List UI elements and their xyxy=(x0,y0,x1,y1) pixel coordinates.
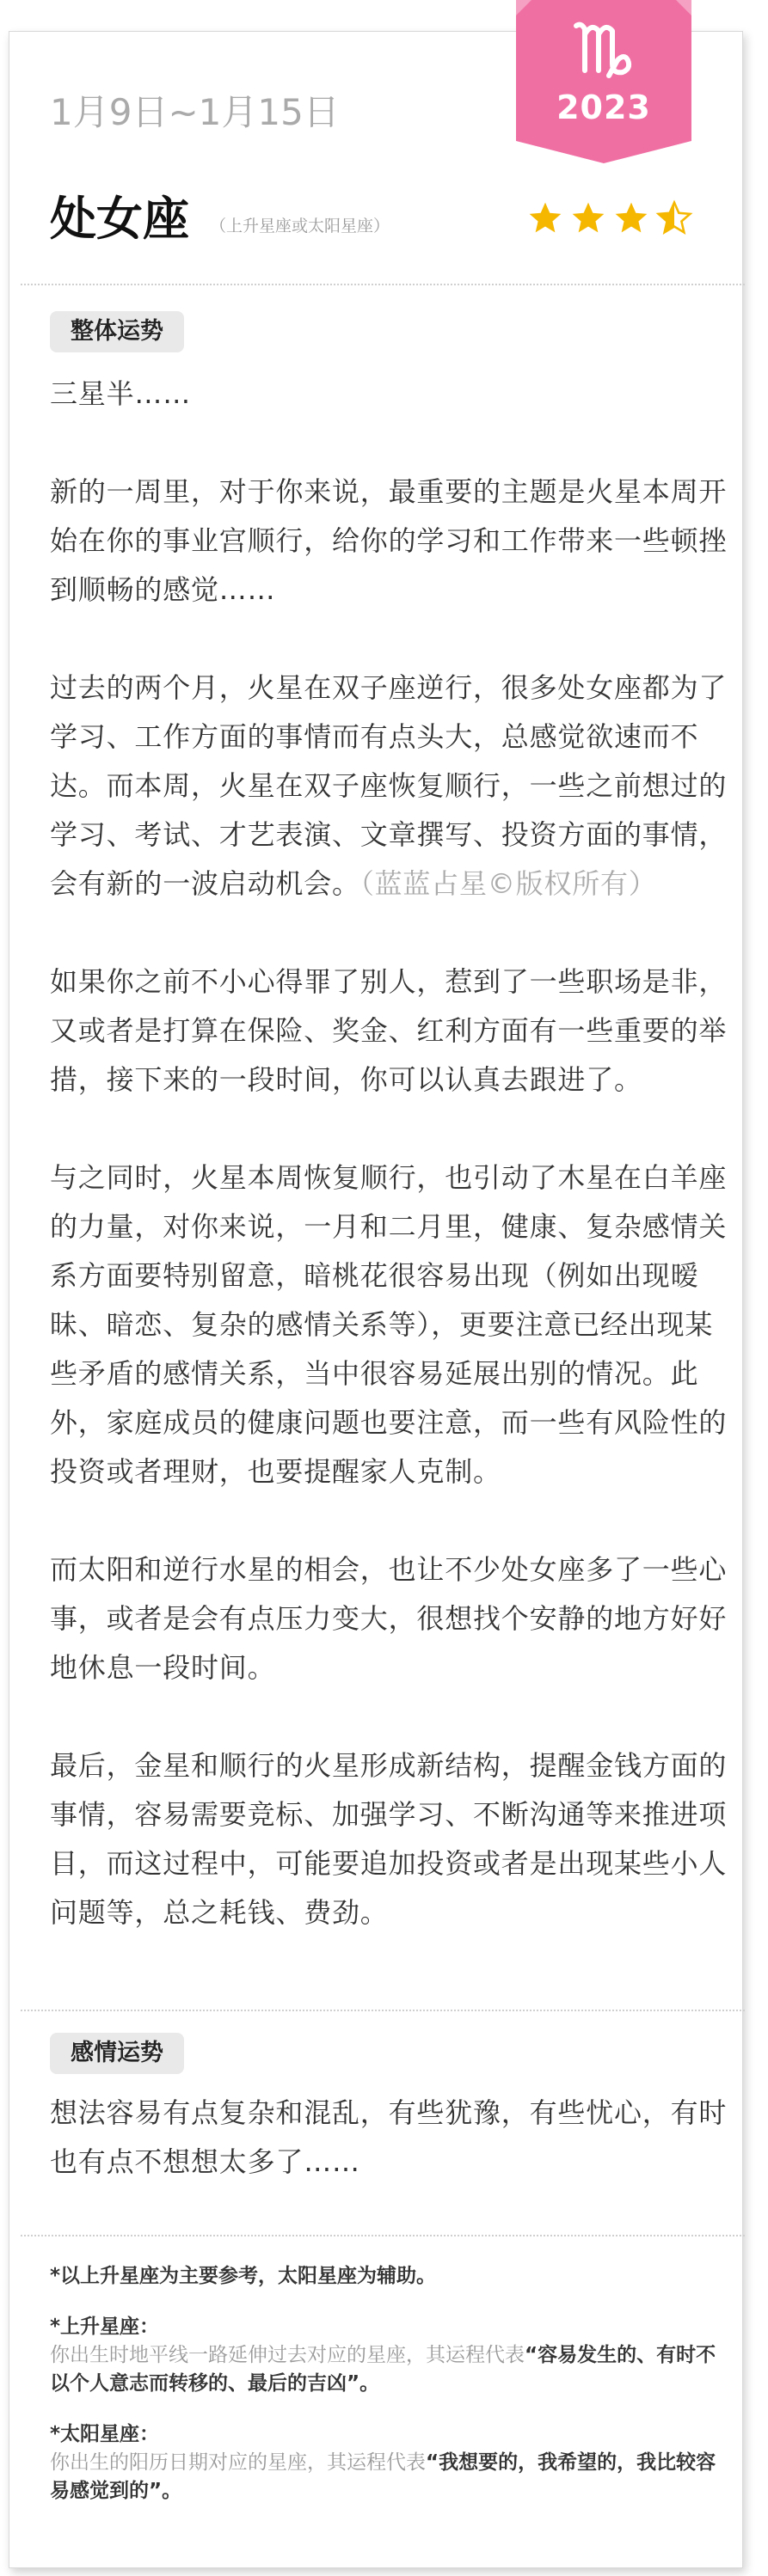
rising-sign-title: *上升星座： xyxy=(50,2316,160,2338)
badge-ribbon-shape xyxy=(516,0,691,163)
star-full-icon xyxy=(612,199,650,237)
divider xyxy=(21,2010,745,2011)
love-paragraph: 想法容易有点复杂和混乱，有些犹豫，有些忧心，有时也有点不想想太多了…… xyxy=(50,2096,728,2178)
love-fortune-tag: 感情运势 xyxy=(50,2033,184,2074)
overall-paragraph: 新的一周里，对于你来说，最重要的主题是火星本周开始在你的事业宫顺行，给你的学习和工作带来一些顿挫到顺畅的感觉…… xyxy=(50,475,728,606)
overall-paragraph: 最后，金星和顺行的火星形成新结构，提醒金钱方面的事情，容易需要竞标、加强学习、不断沟通等来推进项目，而这过程中，可能要追加投资或者是出现某些小人问题等，总之耗钱、费劲。 xyxy=(50,1749,728,1929)
sun-sign-quote: “我想要的，我希望的，我比较容易感觉到的”。 xyxy=(50,2451,716,2502)
sun-sign-title: *太阳星座： xyxy=(50,2423,160,2445)
love-fortune-text xyxy=(50,2089,728,2187)
notes-section xyxy=(50,2262,729,2506)
rising-sign-desc: 你出生时地平线一路延伸过去对应的星座，其运程代表 xyxy=(50,2344,525,2366)
overall-fortune-text xyxy=(50,370,728,1937)
overall-fortune-tag: 整体运势 xyxy=(50,311,184,352)
overall-paragraph-body: 过去的两个月，火星在双子座逆行，很多处女座都为了学习、工作方面的事情而有点头大，总感觉欲速而不达。而本周，火星在双子座恢复顺行，一些之前想过的学习、考试、才艺表演、文章撰写、投资方面的事情，会有新的一波启动机会。 xyxy=(50,671,728,900)
divider xyxy=(21,2235,745,2236)
sign-subtitle: （上升星座或太阳星座） xyxy=(210,217,390,236)
date-range: 1月9日~1月15日 xyxy=(50,91,340,133)
notes-main: *以上升星座为主要参考，太阳星座为辅助。 xyxy=(50,2265,437,2287)
overall-paragraph: 三星半…… xyxy=(50,377,192,410)
star-half-icon xyxy=(655,199,693,237)
overall-paragraph: 如果你之前不小心得罪了别人，惹到了一些职场是非，又或者是打算在保险、奖金、红利方面有一些重要的举措，接下来的一段时间，你可以认真去跟进了。 xyxy=(50,965,728,1096)
overall-paragraph xyxy=(50,664,728,909)
copyright-note: （蓝蓝占星©版权所有） xyxy=(359,867,657,900)
overall-paragraph: 与之同时，火星本周恢复顺行，也引动了木星在白羊座的力量，对你来说，一月和二月里，健康、复杂感情关系方面要特别留意，暗桃花很容易出现（例如出现暧昧、暗恋、复杂的感情关系等），更要注意已经出现某些矛盾的感情关系，当中很容易延展出别的情况。此外，家庭成员的健康问题也要注意，而一些有风险性的投资或者理财，也要提醒家人克制。 xyxy=(50,1161,728,1488)
sun-sign-note xyxy=(50,2420,729,2506)
sign-title: 处女座 xyxy=(50,192,189,246)
badge-year: 2023 xyxy=(556,89,651,126)
star-full-icon xyxy=(526,199,564,237)
rising-sign-quote: “容易发生的、有时不以个人意志而转移的、最后的吉凶”。 xyxy=(50,2344,716,2395)
rising-sign-note xyxy=(50,2313,729,2398)
overall-paragraph: 而太阳和逆行水星的相会，也让不少处女座多了一些心事，或者是会有点压力变大，很想找个安静的地方好好地休息一段时间。 xyxy=(50,1553,728,1684)
zodiac-badge xyxy=(516,0,691,163)
divider xyxy=(21,284,745,285)
star-full-icon xyxy=(569,199,607,237)
star-rating xyxy=(526,199,693,239)
sun-sign-desc: 你出生的阳历日期对应的星座，其运程代表 xyxy=(50,2451,426,2474)
